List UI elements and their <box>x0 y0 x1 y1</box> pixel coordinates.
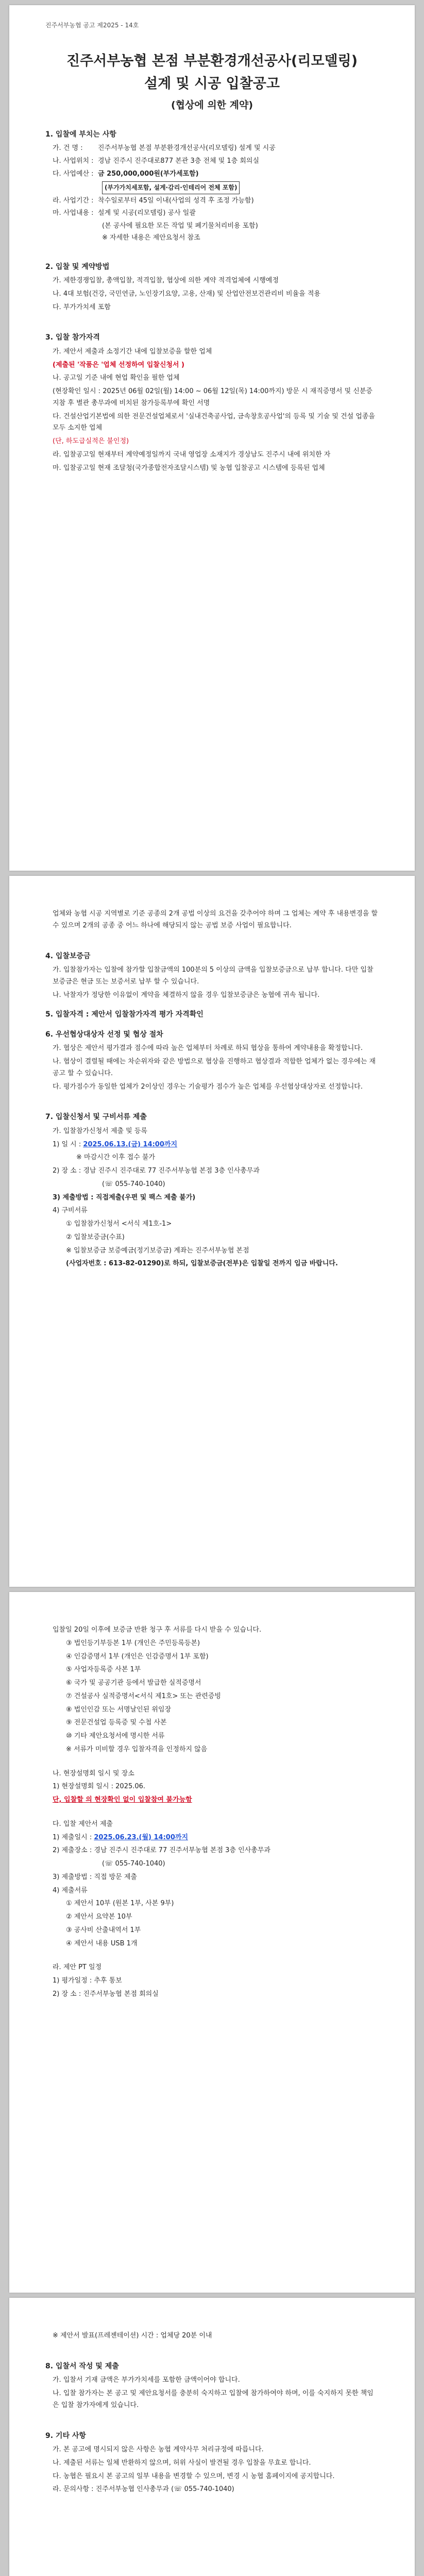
s7-a2: 2) 장 소 : 경남 진주시 진주대로 77 진주서부농협 본점 3층 인사총무과 <box>53 1167 260 1175</box>
notice-number: 진주서부농협 공고 제2025 - 14호 <box>45 22 139 29</box>
p4-e7: 나. 제출된 서류는 일체 반환하지 않으며, 허위 사실이 발견될 경우 입찰을 무효로 합니다. <box>53 2459 311 2467</box>
p3-c4: ⑤ 사업자등록증 사본 1부 <box>66 1666 141 1674</box>
budget-note: (부가가치세포함, 설계·감리·인테리어 전체 포함) <box>102 181 240 194</box>
notice-title-2: 설계 및 시공 입찰공고 <box>144 75 280 92</box>
s6-c: 다. 평가점수가 동일한 업체가 2이상인 경우는 기술평가 점수가 높은 업체를 우선협상대상자로 선정합니다. <box>53 1082 363 1091</box>
s2-item-b: 나. 4대 보험(건강, 국민연금, 노인장기요양, 고용, 산재) 및 산업안전보건관리비 비율을 적용 <box>53 290 320 298</box>
p3-c7: ⑧ 법인인감 또는 서명날인된 위임장 <box>66 1705 171 1714</box>
s7-a4-4: (사업자번호 : 613-82-01290)로 하되, 입찰보증금(전부)은 입찰일 전까지 입금 바랍니다. <box>66 1260 338 1268</box>
p3-c10: ※ 서류가 미비할 경우 입찰자격을 인정하지 않음 <box>66 1745 208 1753</box>
s7-c: 다. 입찰 제안서 제출 <box>53 1820 113 1828</box>
section-4-heading: 4. 입찰보증금 <box>45 952 91 960</box>
s7-c1: 1) 제출일시 : 2025.06.23.(월) 14:00까지 <box>53 1833 189 1841</box>
page-4 <box>9 2298 415 2576</box>
s7-a4-2: ② 입찰보증금(수표) <box>66 1233 125 1241</box>
s7-a4: 4) 구비서류 <box>53 1207 88 1215</box>
p4-e3: 가. 입찰서 기재 금액은 부가가치세를 포함한 금액이어야 합니다. <box>53 2376 240 2384</box>
s7-b1: 1) 현장설명회 일시 : 2025.06. <box>53 1783 146 1791</box>
s7-a2-phone: (☏ 055-740-1040) <box>102 1180 165 1188</box>
notice-subtitle: (협상에 의한 계약) <box>171 99 253 111</box>
p3-c5: ⑥ 국가 및 공공기관 등에서 발급한 실적증명서 <box>66 1679 201 1687</box>
s3-e: 마. 입찰공고일 현재 조달청(국가종합전자조달시스템) 및 농협 입찰공고 시스템에 등록된 업체 <box>53 464 325 472</box>
page-3 <box>9 1592 415 2293</box>
s3-b-detail: (현장확인 일시 : 2025년 06월 02일(월) 14:00 ~ 06월 12일(목) 14:00까지) 방문 시 재직증명서 및 신분증 지참 후 별관 총무과에 비치된 참가등록부에 확인 서명 <box>53 387 372 407</box>
s7-d1: 1) 평가일정 : 추후 통보 <box>53 1977 122 1985</box>
s3-b: 나. 공고일 기준 내에 현업 확인을 필한 업체 <box>53 374 180 382</box>
section-5-heading: 5. 입찰자격 : 제안서 입찰참가자격 평가 자격확인 <box>45 1010 203 1019</box>
p4-e6: 가. 본 공고에 명시되지 않은 사항은 농협 계약사무 처리규정에 따릅니다. <box>53 2446 264 2453</box>
s7-c4-1: ① 제안서 10부 (원본 1부, 사본 9부) <box>66 1900 174 1908</box>
row-location: 나. 사업위치 : 경남 진주시 진주대로877 본관 3층 전체 및 1층 회의실 <box>53 157 260 165</box>
p3-c6: ⑦ 건설공사 실적증명서<서식 제1호> 또는 관련증빙 <box>66 1692 221 1700</box>
s6-b: 나. 협상이 결렬될 때에는 차순위자와 같은 방법으로 협상을 진행하고 협상결과 적합한 업체가 없는 경우에는 재공고 할 수 있습니다. <box>53 1058 376 1077</box>
section-1-heading: 1. 입찰에 부치는 사항 <box>45 130 116 139</box>
s7-b: 나. 현장설명회 일시 및 장소 <box>53 1769 134 1777</box>
s7-c2-phone: (☏ 055-740-1040) <box>102 1860 165 1868</box>
content-note-2: ※ 자세한 내용은 제안요청서 참조 <box>102 233 200 242</box>
s7-b1-red: 단, 입찰할 의 현장확인 없이 입찰참여 불가능함 <box>53 1796 192 1804</box>
section-3-heading: 3. 입찰 참가자격 <box>45 333 100 342</box>
s7-a1-note: ※ 마감시간 이후 접수 불가 <box>76 1154 156 1162</box>
s7-d: 라. 제안 PT 일정 <box>53 1963 102 1972</box>
s6-a: 가. 협상은 제안서 평가결과 점수에 따라 높은 업체부터 차례로 하되 협상을 통하여 계약내용을 확정합니다. <box>53 1044 363 1053</box>
s7-a4-3: ※ 입찰보증금 보증예금(정기보증금) 계좌는 진주서부농협 본점 <box>66 1246 249 1255</box>
p2-intro: 업체와 농협 시공 지역별로 기준 공종의 2개 공법 이상의 요건을 갖추어야 하며 그 업체는 계약 후 내용변경을 할 수 있으며 2개의 공종 중 어느 하나에 해당되지 않는 공법 보증 사업이 필요합니다. <box>53 910 378 929</box>
section-6-heading: 6. 우선협상대상자 선정 및 협상 절차 <box>45 1030 163 1039</box>
s7-d2: 2) 장 소 : 진주서부농협 본점 회의실 <box>53 1990 159 1998</box>
p3-c9: ⑩ 기타 제안요청서에 명시한 서류 <box>66 1732 165 1740</box>
s7-a1: 1) 일 시 : 2025.06.13.(금) 14:00까지 <box>53 1140 178 1148</box>
section-9-heading: 9. 기타 사항 <box>45 2431 86 2440</box>
p3-c8: ⑨ 전문건설업 등록증 및 수첩 사본 <box>66 1719 167 1727</box>
s3-c: 다. 건설산업기본법에 의한 전문건설업체로서 '실내건축공사업, 금속창호공사업'의 등록 및 기술 및 건설 업종을 모두 소지한 업체 <box>53 412 375 432</box>
section-8-heading: 8. 입찰서 작성 및 제출 <box>45 2362 119 2370</box>
section-2-heading: 2. 입찰 및 계약방법 <box>45 262 110 271</box>
p4-e8: 다. 농협은 필요시 본 공고의 일부 내용을 변경할 수 있으며, 변경 시 농협 홈페이지에 공지합니다. <box>53 2472 335 2480</box>
s7-c2: 2) 제출장소 : 경남 진주시 진주대로 77 진주서부농협 본점 3층 인사총무과 <box>53 1846 270 1855</box>
s7-c4: 4) 제출서류 <box>53 1886 88 1894</box>
s2-item-c: 다. 부가가치세 포함 <box>53 303 111 311</box>
s7-c3: 3) 제출방법 : 직접 방문 제출 <box>53 1873 137 1881</box>
s2-item-a: 가. 제한경쟁입찰, 총액입찰, 적격입찰, 협상에 의한 계약 적격업체에 시행예정 <box>53 277 279 285</box>
s7-c4-4: ④ 제안서 내용 USB 1개 <box>66 1939 138 1947</box>
p4-e4: 나. 입찰 참가자는 본 공고 및 제안요청서를 충분히 숙지하고 입찰에 참가하여야 하며, 이를 숙지하지 못한 책임은 입찰 참가자에게 있습니다. <box>53 2389 374 2409</box>
s4-b: 나. 낙찰자가 정당한 이유없이 계약을 체결하지 않을 경우 입찰보증금은 농협에 귀속 됩니다. <box>53 991 320 999</box>
s7-c4-3: ③ 공사비 산출내역서 1부 <box>66 1926 141 1934</box>
p3-c1: 입찰일 20일 이후에 보증금 반환 청구 후 서류를 다시 받을 수 있습니다. <box>53 1626 262 1634</box>
notice-title: 진주서부농협 본점 부분환경개선공사(리모델링) <box>66 53 358 69</box>
row-budget: 다. 사업예산 : 금 250,000,000원(부가세포함) <box>53 170 199 178</box>
row-period: 라. 사업기간 : 착수일로부터 45일 이내(사업의 성격 후 조정 가능함) <box>53 196 254 205</box>
s7-a4-1: ① 입찰참가신청서 <서식 제1호-1> <box>66 1220 172 1228</box>
row-name: 가. 건 명 : 진주서부농협 본점 부분환경개선공사(리모델링) 설계 및 시공 <box>53 144 276 152</box>
content-note-1: (본 공사에 필요한 모든 작업 및 폐기물처리비용 포함) <box>102 222 258 230</box>
s3-c-red: (단, 하도급실적은 불인정) <box>53 437 129 446</box>
p4-e9: 라. 문의사항 : 진주서부농협 인사총무과 (☏ 055-740-1040) <box>53 2485 234 2494</box>
p3-c2: ③ 법인등기부등본 1부 (개인은 주민등록등본) <box>66 1639 200 1647</box>
page-2 <box>9 876 415 1587</box>
s4-a: 가. 입찰참가자는 입찰에 참가할 입찰금액의 100분의 5 이상의 금액을 입찰보증금으로 납부 합니다. 다만 입찰 보증금은 현금 또는 보증서로 납부 할 수 있습니다. <box>53 966 374 986</box>
section-7-heading: 7. 입찰신청서 및 구비서류 제출 <box>45 1113 147 1122</box>
p3-c3: ④ 인감증명서 1부 (개인은 인감증명서 1부 포함) <box>66 1652 209 1660</box>
p4-e1: ※ 제안서 발표(프레젠테이션) 시간 : 업체당 20분 이내 <box>53 2332 212 2340</box>
page-1 <box>9 5 415 871</box>
row-content: 마. 사업내용 : 설계 및 시공(리모델링) 공사 일괄 <box>53 209 196 217</box>
s3-d: 라. 입찰공고일 현재부터 계약예정일까지 국내 영업장 소재지가 경상남도 진주시 내에 위치한 자 <box>53 450 331 459</box>
s7-a: 가. 입찰참가신청서 제출 및 등록 <box>53 1127 147 1135</box>
s7-c4-2: ② 제안서 요약본 10부 <box>66 1913 132 1921</box>
s7-a3: 3) 제출방법 : 직접제출(우편 및 팩스 제출 불가) <box>53 1193 196 1201</box>
s3-a: 가. 제안서 제출과 소정기간 내에 입찰보증을 할한 업체 <box>53 347 212 355</box>
s3-a-red: (제출된 '작품은 '업체 선정하여 입찰신청서 ) <box>53 361 184 369</box>
